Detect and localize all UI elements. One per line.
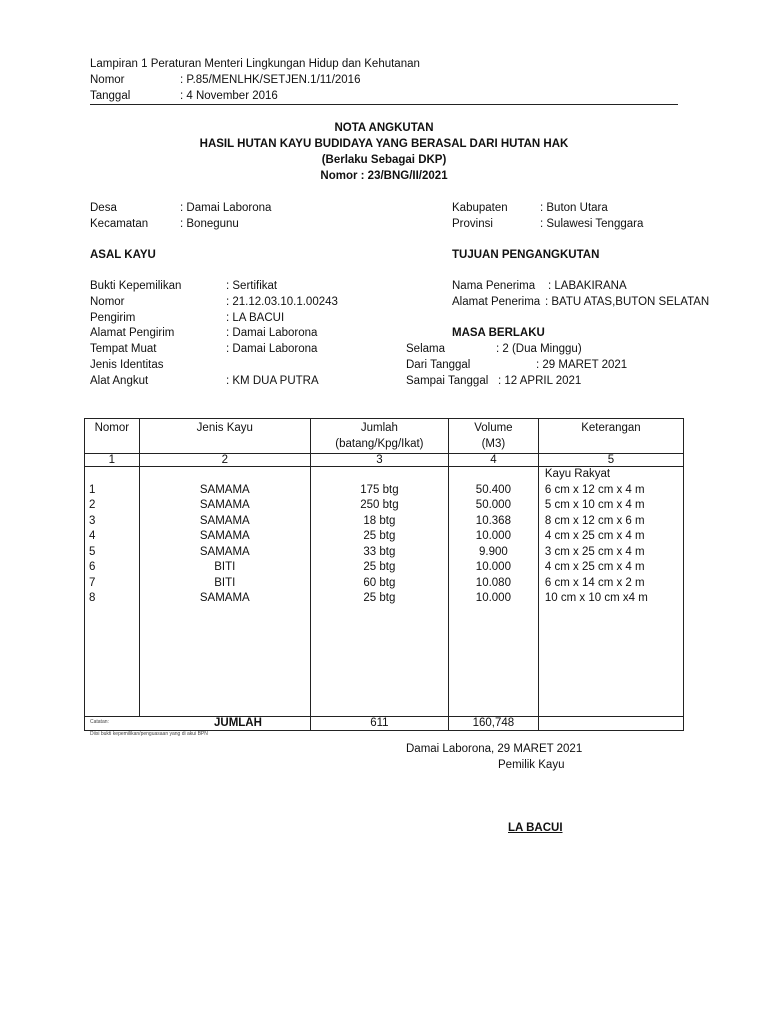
table-cell-volume: 10.368 xyxy=(475,514,511,527)
table-cell-no: 1 xyxy=(89,483,96,496)
header-jumlah: Jumlah (batang/Kpg/Ikat) xyxy=(310,419,448,454)
kecamatan-value: : Bonegunu xyxy=(180,218,239,230)
pengirim-label: Pengirim xyxy=(90,312,136,324)
kabupaten-value: : Buton Utara xyxy=(540,202,608,214)
table-cell-volume: 10.080 xyxy=(475,576,511,589)
header-volume: Volume (M3) xyxy=(448,419,538,454)
table-cell-ket: 5 cm x 10 cm x 4 m xyxy=(544,499,645,511)
header-nomor: Nomor xyxy=(85,419,140,454)
table-cell-ket: 6 cm x 14 cm x 2 m xyxy=(544,576,645,589)
total-jumlah: 611 xyxy=(310,717,448,731)
tujuan-heading: TUJUAN PENGANGKUTAN xyxy=(452,249,600,261)
col-number-3: 3 xyxy=(310,454,448,467)
table-cell-volume: 50.400 xyxy=(475,483,511,496)
provinsi-value: : Sulawesi Tenggara xyxy=(540,218,644,230)
dari-tanggal-label: Dari Tanggal xyxy=(406,359,471,371)
sampai-tanggal-value: : 12 APRIL 2021 xyxy=(498,375,582,387)
alat-angkut-value: : KM DUA PUTRA xyxy=(226,375,319,387)
header-nomor-label: Nomor xyxy=(90,74,125,86)
col-number-4: 4 xyxy=(448,454,538,467)
alamat-pengirim-value: : Damai Laborona xyxy=(226,327,318,339)
title-berlaku: (Berlaku Sebagai DKP) xyxy=(321,154,447,166)
spacer xyxy=(315,467,444,483)
catatan-text: Catatan: xyxy=(90,719,109,725)
table-cell-volume: 10.000 xyxy=(475,561,511,573)
table-cell-jenis: SAMAMA xyxy=(199,499,250,511)
title-hasil-hutan: HASIL HUTAN KAYU BUDIDAYA YANG BERASAL DARI HUTAN HAK xyxy=(199,138,569,150)
table-cell-jenis: SAMAMA xyxy=(199,483,250,496)
table-cell-ket: 10 cm x 10 cm x4 m xyxy=(544,592,648,604)
table-cell-jumlah: 33 btg xyxy=(363,545,396,558)
provinsi-label: Provinsi xyxy=(452,218,493,230)
table-cell-jenis: SAMAMA xyxy=(199,592,250,604)
alamat-penerima-value: : BATU ATAS,BUTON SELATAN xyxy=(545,296,710,308)
table-cell-volume: 9.900 xyxy=(479,545,508,558)
kayu-table xyxy=(84,418,684,731)
header-keterangan: Keterangan xyxy=(538,419,683,454)
nama-penerima-label: Nama Penerima xyxy=(452,280,536,292)
table-column-number-row xyxy=(85,454,684,467)
alat-angkut-label: Alat Angkut xyxy=(90,375,149,387)
table-cell-jenis: BITI xyxy=(214,576,236,589)
header-nomor-value: : P.85/MENLHK/SETJEN.1/11/2016 xyxy=(180,74,361,86)
table-cell-no: 8 xyxy=(89,592,96,604)
col-keterangan-list xyxy=(545,467,679,607)
table-cell-ket: 6 cm x 12 cm x 4 m xyxy=(544,483,645,496)
table-cell-ket: 4 cm x 25 cm x 4 m xyxy=(544,561,645,573)
col-number-5: 5 xyxy=(538,454,683,467)
header-jenis-kayu: Jenis Kayu xyxy=(139,419,310,454)
selama-value: : 2 (Dua Minggu) xyxy=(496,343,582,355)
col-number-2: 2 xyxy=(139,454,310,467)
keterangan-kayu-rakyat: Kayu Rakyat xyxy=(544,468,611,480)
signature-place-date: Damai Laborona, 29 MARET 2021 xyxy=(406,743,583,755)
header-tanggal-value: : 4 November 2016 xyxy=(180,90,278,102)
table-cell-ket: 8 cm x 12 cm x 6 m xyxy=(544,514,645,527)
table-cell-jumlah: 25 btg xyxy=(363,561,396,573)
table-cell-jumlah: 25 btg xyxy=(363,530,396,542)
table-cell-jumlah: 60 btg xyxy=(363,576,396,589)
lampiran-text: Lampiran 1 Peraturan Menteri Lingkungan Hidup dan Kehutanan xyxy=(90,58,420,70)
table-cell-volume: 10.000 xyxy=(475,592,511,604)
table-total-row xyxy=(85,717,684,731)
table-cell-no: 6 xyxy=(89,561,96,573)
tempat-muat-label: Tempat Muat xyxy=(90,343,157,355)
header-tanggal-label: Tanggal xyxy=(90,90,131,102)
alamat-pengirim-label: Alamat Pengirim xyxy=(90,327,175,339)
table-cell-volume: 50.000 xyxy=(475,499,511,511)
table-cell-ket: 3 cm x 25 cm x 4 m xyxy=(544,545,645,558)
signature-name: LA BACUI xyxy=(508,822,563,834)
table-header-row xyxy=(85,419,684,454)
tempat-muat-value: : Damai Laborona xyxy=(226,343,318,355)
header-divider xyxy=(90,104,678,105)
total-volume: 160,748 xyxy=(448,717,538,731)
table-cell-jumlah: 18 btg xyxy=(363,514,396,527)
pengirim-value: : LA BACUI xyxy=(226,312,285,324)
col-volume-list xyxy=(453,467,534,607)
table-cell-jenis: SAMAMA xyxy=(199,530,250,542)
bukti-label: Bukti Kepemilikan xyxy=(90,280,182,292)
table-cell-jumlah: 25 btg xyxy=(363,592,396,604)
kecamatan-label: Kecamatan xyxy=(90,218,149,230)
table-cell-jumlah: 175 btg xyxy=(360,483,399,496)
table-cell-volume: 10.000 xyxy=(475,530,511,542)
catatan-note: Diisi bukti kepemilikan/penguasaan yang di akui BPN xyxy=(90,731,208,737)
selama-label: Selama xyxy=(406,343,445,355)
nama-penerima-value: : LABAKIRANA xyxy=(548,280,627,292)
total-label: JUMLAH xyxy=(139,717,310,731)
dari-tanggal-value: : 29 MARET 2021 xyxy=(536,359,628,371)
table-cell-jenis: BITI xyxy=(214,561,236,573)
asal-nomor-value: : 21.12.03.10.1.00243 xyxy=(226,296,338,308)
table-cell-no: 7 xyxy=(89,576,96,589)
table-cell-no: 4 xyxy=(89,530,96,542)
spacer xyxy=(144,467,306,483)
sampai-tanggal-label: Sampai Tanggal xyxy=(406,375,489,387)
col-jenis-list xyxy=(144,467,306,607)
table-cell-no: 5 xyxy=(89,545,96,558)
desa-value: : Damai Laborona xyxy=(180,202,272,214)
title-nota: NOTA ANGKUTAN xyxy=(334,122,434,134)
spacer xyxy=(453,467,534,483)
masa-berlaku-heading: MASA BERLAKU xyxy=(452,327,545,339)
alamat-penerima-label: Alamat Penerima xyxy=(452,296,541,308)
asal-kayu-heading: ASAL KAYU xyxy=(90,249,156,261)
jenis-identitas-label: Jenis Identitas xyxy=(90,359,164,371)
signature-role: Pemilik Kayu xyxy=(498,759,565,771)
table-cell-ket: 4 cm x 25 cm x 4 m xyxy=(544,530,645,542)
table-body-row xyxy=(85,467,684,717)
col-number-1: 1 xyxy=(85,454,140,467)
title-nomor: Nomor : 23/BNG/II/2021 xyxy=(320,170,448,182)
col-nomor-list xyxy=(89,467,135,607)
table-cell-no: 3 xyxy=(89,514,96,527)
kabupaten-label: Kabupaten xyxy=(452,202,508,214)
col-jumlah-list xyxy=(315,467,444,607)
asal-nomor-label: Nomor xyxy=(90,296,125,308)
table-cell-no: 2 xyxy=(89,499,96,511)
table-cell-jenis: SAMAMA xyxy=(199,514,250,527)
table-cell-jumlah: 250 btg xyxy=(360,499,399,511)
bukti-value: : Sertifikat xyxy=(226,280,278,292)
desa-label: Desa xyxy=(90,202,117,214)
table-cell-jenis: SAMAMA xyxy=(199,545,250,558)
spacer xyxy=(89,467,135,483)
